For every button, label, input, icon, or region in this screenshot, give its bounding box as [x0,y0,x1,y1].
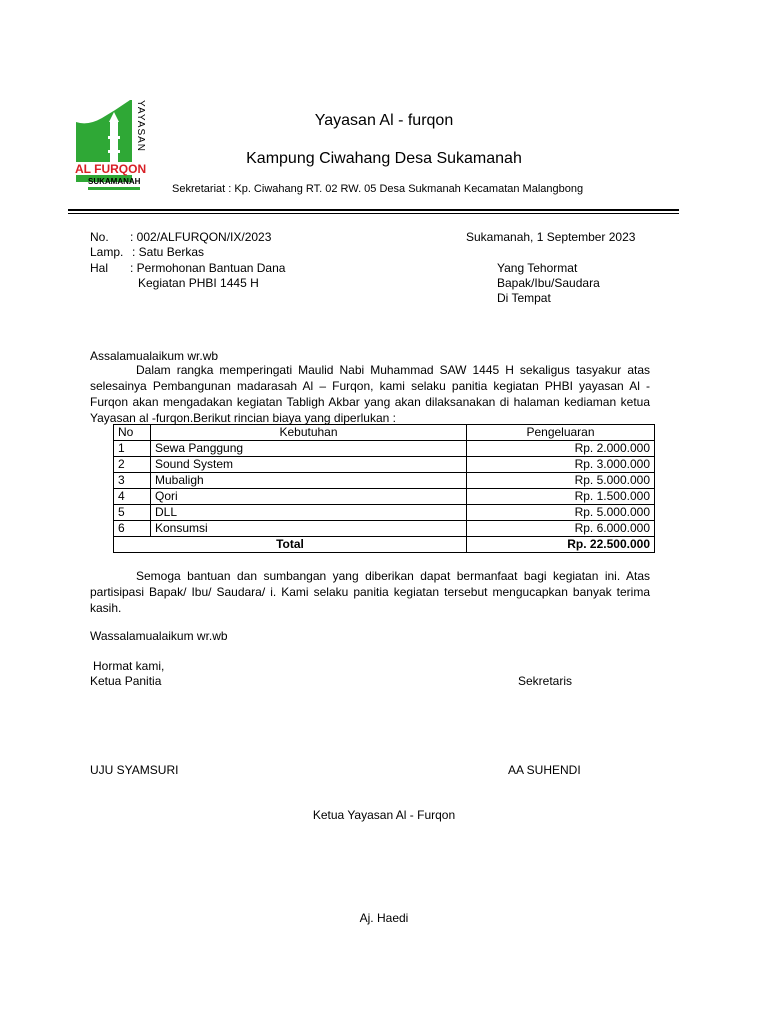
row-no: 1 [114,441,151,457]
closing-greeting: Wassalamualaikum wr.wb [90,629,228,643]
logo-vertical-text: YAYASAN [135,100,146,153]
row-cost: Rp. 1.500.000 [467,489,655,505]
row-cost: Rp. 5.000.000 [467,505,655,521]
chair-name: UJU SYAMSURI [90,763,179,777]
row-item: Konsumsi [151,521,467,537]
letter-number-label: No. [90,230,109,244]
col-header-kebutuhan: Kebutuhan [151,425,467,441]
logo-tower [110,122,118,164]
al-furqon-logo [72,98,162,194]
row-item: Qori [151,489,467,505]
recipient-line-2: Bapak/Ibu/Saudara [497,276,600,290]
row-cost: Rp. 5.000.000 [467,473,655,489]
col-header-pengeluaran: Pengeluaran [467,425,655,441]
attachment-label: Lamp. [90,245,124,259]
recipient-line-3: Di Tempat [497,291,551,305]
row-no: 4 [114,489,151,505]
table-row [114,473,655,489]
subject-label: Hal [90,261,109,275]
greeting: Assalamualaikum wr.wb [90,349,219,363]
row-cost: Rp. 2.000.000 [467,441,655,457]
secretary-title: Sekretaris [518,674,573,688]
row-item: DLL [151,505,467,521]
logo-place: SUKAMANAH [88,177,141,186]
row-no: 6 [114,521,151,537]
foundation-chair-name: Aj. Haedi [359,911,409,925]
paragraph-closing: Semoga bantuan dan sumbangan yang diberikan dapat bermanfaat bagi kegiatan ini. Atas partisipasi Bapak/ Ibu/ Saudara/ i. Kami selaku panitia kegiatan tersebut mengucapkan banyak terima kasih. [90,569,650,615]
header-divider-thin [68,213,679,214]
chair-title: Ketua Panitia [90,674,162,688]
place-date: Sukamanah, 1 September 2023 [466,230,636,244]
org-name: Yayasan Al - furqon [314,112,454,129]
regards: Hormat kami, [93,659,165,673]
table-row [114,505,655,521]
secretariat-address: Sekretariat : Kp. Ciwahang RT. 02 RW. 05 Desa Sukmanah Kecamatan Malangbong [172,183,584,195]
table-total-row [114,537,655,553]
col-header-no: No [114,425,151,441]
row-no: 2 [114,457,151,473]
paragraph-intro: Dalam rangka memperingati Maulid Nabi Muhammad SAW 1445 H sekaligus tasyakur atas selesainya Pembangunan madarasah Al – Furqon, kami selaku panitia kegiatan PHBI yayasan Al - Furqon akan mengadakan kegiatan Tabligh Akbar yang akan dilaksanakan di halaman kediaman ketua Yayasan al -furqon.Berikut rincian biaya yang diperlukan : [90,363,650,425]
table-row [114,489,655,505]
cost-table [113,424,655,553]
attachment-value: : Satu Berkas [132,245,205,259]
secretary-name: AA SUHENDI [508,763,581,777]
recipient-line-1: Yang Tehormat [497,261,578,275]
subject-value-line2: Kegiatan PHBI 1445 H [138,276,259,290]
header-divider-thick [68,209,679,211]
org-location: Kampung Ciwahang Desa Sukamanah [246,150,522,167]
row-item: Sound System [151,457,467,473]
table-row [114,521,655,537]
row-item: Sewa Panggung [151,441,467,457]
table-row [114,457,655,473]
table-header-row [114,425,655,441]
letter-number-value: : 002/ALFURQON/IX/2023 [130,230,272,244]
total-label: Total [114,537,467,553]
table-row [114,441,655,457]
row-no: 5 [114,505,151,521]
total-value: Rp. 22.500.000 [467,537,655,553]
logo-name: AL FURQON [75,162,147,176]
subject-value: : Permohonan Bantuan Dana [130,261,286,275]
row-cost: Rp. 6.000.000 [467,521,655,537]
row-cost: Rp. 3.000.000 [467,457,655,473]
row-no: 3 [114,473,151,489]
foundation-chair-title: Ketua Yayasan Al - Furqon [312,808,456,822]
row-item: Mubaligh [151,473,467,489]
